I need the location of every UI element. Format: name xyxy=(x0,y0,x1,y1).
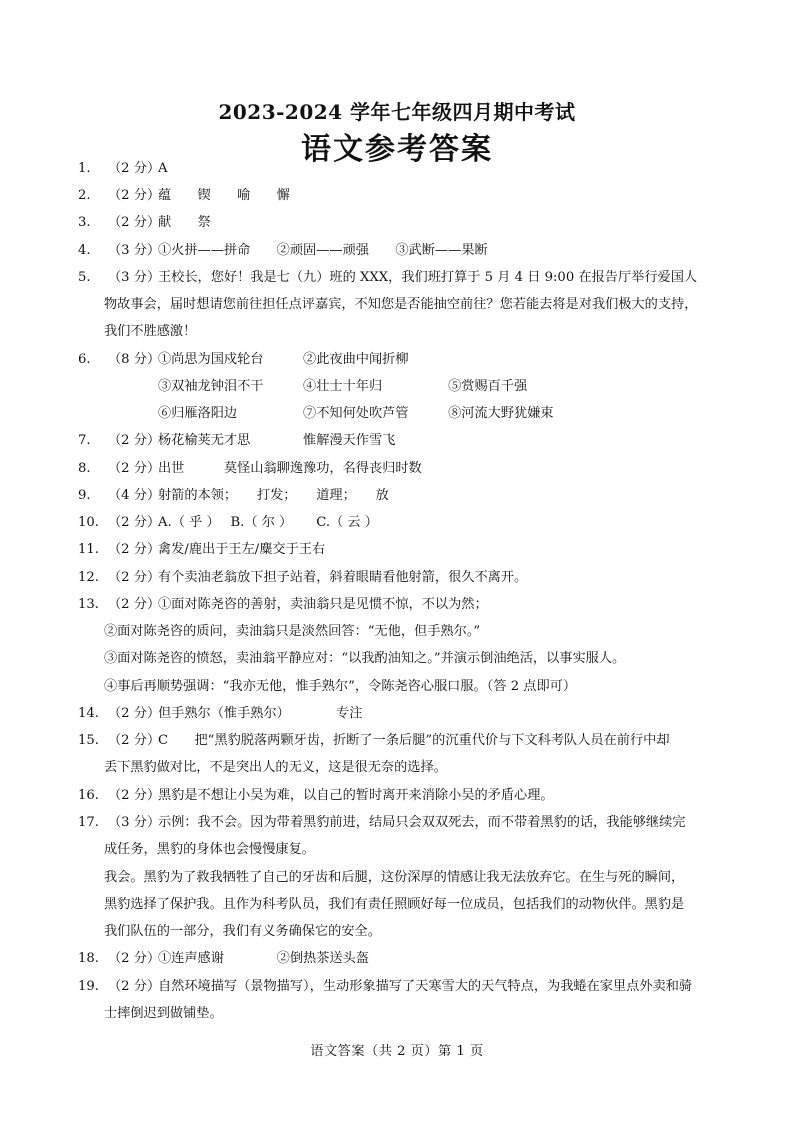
answer-text: 士摔倒迟到做铺垫。 xyxy=(104,1006,223,1021)
answer-item-19 xyxy=(0,973,794,1000)
answer-item-16 xyxy=(0,782,794,809)
answer-text: ①面对陈尧咨的善射，卖油翁只是见惯不惊，不以为然； xyxy=(158,597,488,612)
question-number: 9. xyxy=(78,488,91,503)
answer-text: 但手熟尔（惟手熟尔） 专注 xyxy=(158,706,363,721)
question-score: （4 分） xyxy=(108,488,161,503)
answer-item-10 xyxy=(0,509,794,536)
question-number: 6. xyxy=(78,352,91,367)
answer-text: 成任务，黑豹的身体也会慢慢康复。 xyxy=(104,842,315,857)
question-number: 14. xyxy=(78,706,99,721)
answer-continuation xyxy=(0,645,794,672)
answer-text: ⑥归雁洛阳边 ⑦不知何处吹芦管 ⑧河流大野犹嫌束 xyxy=(158,406,554,421)
answer-text: 王校长，您好！我是七（九）班的 XXX，我们班打算于 5 月 4 日 9:00 在报告厅举行爱国人 xyxy=(158,270,698,285)
answer-text: 丢下黑豹做对比，不是突出人的无义，这是很无奈的选择。 xyxy=(104,760,447,775)
answer-item-18 xyxy=(0,945,794,972)
answer-continuation xyxy=(0,918,794,945)
question-score: （2 分） xyxy=(108,161,161,176)
answer-continuation xyxy=(0,864,794,891)
answer-text: ①尚思为国戍轮台 ②此夜曲中闻折柳 xyxy=(158,352,409,367)
answer-text: 献 祭 xyxy=(158,215,211,230)
answer-item-14 xyxy=(0,700,794,727)
answer-text: ②面对陈尧咨的质问，卖油翁只是淡然回答：“无他，但手熟尔。” xyxy=(104,624,481,639)
answer-continuation xyxy=(0,754,794,781)
answer-item-9 xyxy=(0,482,794,509)
question-score: （2 分） xyxy=(108,951,161,966)
answer-continuation xyxy=(0,291,794,318)
answer-key-title: 语文参考答案 xyxy=(301,132,493,167)
answer-continuation xyxy=(0,400,794,427)
question-number: 17. xyxy=(78,815,99,830)
question-number: 5. xyxy=(78,270,91,285)
question-number: 12. xyxy=(78,570,99,585)
question-number: 1. xyxy=(78,161,91,176)
question-score: （2 分） xyxy=(108,515,161,530)
answer-text: ①连声感谢 ②倒热茶送头盔 xyxy=(158,951,369,966)
answer-text: A xyxy=(158,161,168,176)
question-score: （8 分） xyxy=(108,352,161,367)
answer-continuation xyxy=(0,318,794,345)
answer-item-15 xyxy=(0,727,794,754)
answer-text: 物故事会，届时想请您前往担任点评嘉宾，不知您是否能抽空前往？您若能去将是对我们极大的支持， xyxy=(104,297,698,312)
page-footer: 语文答案（共 2 页）第 1 页 xyxy=(310,1044,484,1059)
answer-item-1 xyxy=(0,155,794,182)
question-score: （2 分） xyxy=(108,542,161,557)
answer-text: 有个卖油老翁放下担子站着，斜着眼睛看他射箭，很久不离开。 xyxy=(158,570,528,585)
answer-item-6 xyxy=(0,346,794,373)
answer-text: ④事后再顺势强调：“我亦无他，惟手熟尔”，令陈尧咨心服口服。（答 2 点即可） xyxy=(104,679,577,694)
question-number: 15. xyxy=(78,733,99,748)
answer-text: 我们队伍的一部分，我们有义务确保它的安全。 xyxy=(104,924,381,939)
question-score: （2 分） xyxy=(108,433,161,448)
question-number: 19. xyxy=(78,979,99,994)
question-number: 2. xyxy=(78,188,91,203)
answer-text: 黑豹选择了保护我。且作为科考队员，我们有责任照顾好每一位成员，包括我们的动物伙伴。黑豹是 xyxy=(104,897,685,912)
answer-text: ③双袖龙钟泪不干 ④壮士十年归 ⑤赏赐百千强 xyxy=(158,379,528,394)
question-score: （2 分） xyxy=(108,706,161,721)
question-score: （2 分） xyxy=(108,461,161,476)
answer-text: 射箭的本领； 打发； 道理； 放 xyxy=(158,488,389,503)
answer-text: 黑豹是不想让小吴为难，以自己的暂时离开来消除小吴的矛盾心理。 xyxy=(158,788,554,803)
exam-title: 2023-2024 学年七年级四月期中考试 xyxy=(218,100,576,124)
answer-continuation xyxy=(0,673,794,700)
question-number: 10. xyxy=(78,515,99,530)
answer-item-4 xyxy=(0,237,794,264)
question-number: 3. xyxy=(78,215,91,230)
answer-text: ③面对陈尧咨的愤怒，卖油翁平静应对：“以我酌油知之。”并演示倒油绝活，以事实服人。 xyxy=(104,651,626,666)
answer-text: 我会。黑豹为了救我牺牲了自己的牙齿和后腿，这份深厚的情感让我无法放弃它。在生与死的瞬间， xyxy=(104,870,685,885)
answer-item-8 xyxy=(0,455,794,482)
answer-item-7 xyxy=(0,427,794,454)
question-number: 7. xyxy=(78,433,91,448)
answer-text: 禽发/鹿出于王左/麋交于王右 xyxy=(158,542,326,557)
answer-text: 示例：我不会。因为带着黑豹前进，结局只会双双死去，而不带着黑豹的话，我能够继续完 xyxy=(158,815,686,830)
answer-item-2 xyxy=(0,182,794,209)
question-number: 13. xyxy=(78,597,99,612)
answer-text: 自然环境描写（景物描写），生动形象描写了天寒雪大的天气特点，为我蜷在家里点外卖和骑 xyxy=(158,979,693,994)
answer-item-12 xyxy=(0,564,794,591)
answer-text: ①火拼——拼命 ②顽固——顽强 ③武断——果断 xyxy=(158,243,488,258)
answer-item-5 xyxy=(0,264,794,291)
question-score: （2 分） xyxy=(108,788,161,803)
answer-item-11 xyxy=(0,536,794,563)
question-score: （2 分） xyxy=(108,597,161,612)
question-number: 16. xyxy=(78,788,99,803)
question-score: （2 分） xyxy=(108,188,161,203)
question-score: （3 分） xyxy=(108,270,161,285)
answer-continuation xyxy=(0,891,794,918)
question-score: （3 分） xyxy=(108,243,161,258)
answer-text: A.（ 乎 ） B.（ 尔 ） C.（ 云 ） xyxy=(158,515,378,530)
question-number: 8. xyxy=(78,461,91,476)
answer-continuation xyxy=(0,373,794,400)
answer-text: 我们不胜感激！ xyxy=(104,324,197,339)
answer-text: C 把“黑豹脱落两颗牙齿，折断了一条后腿”的沉重代价与下文科考队人员在前行中却 xyxy=(158,733,670,748)
answer-text: 出世 莫怪山翁聊逸豫功，名得丧归时数 xyxy=(158,461,422,476)
answer-item-13 xyxy=(0,591,794,618)
question-number: 4. xyxy=(78,243,91,258)
answer-continuation xyxy=(0,836,794,863)
answer-continuation xyxy=(0,618,794,645)
question-score: （2 分） xyxy=(108,215,161,230)
question-score: （2 分） xyxy=(108,979,161,994)
question-number: 18. xyxy=(78,951,99,966)
answer-item-3 xyxy=(0,209,794,236)
answer-item-17 xyxy=(0,809,794,836)
question-score: （3 分） xyxy=(108,815,161,830)
answer-text: 杨花榆荚无才思 惟解漫天作雪飞 xyxy=(158,433,396,448)
answer-continuation xyxy=(0,1000,794,1027)
question-score: （2 分） xyxy=(108,733,161,748)
answer-text: 蕴 锲 喻 懈 xyxy=(158,188,290,203)
question-score: （2 分） xyxy=(108,570,161,585)
question-number: 11. xyxy=(78,542,99,557)
